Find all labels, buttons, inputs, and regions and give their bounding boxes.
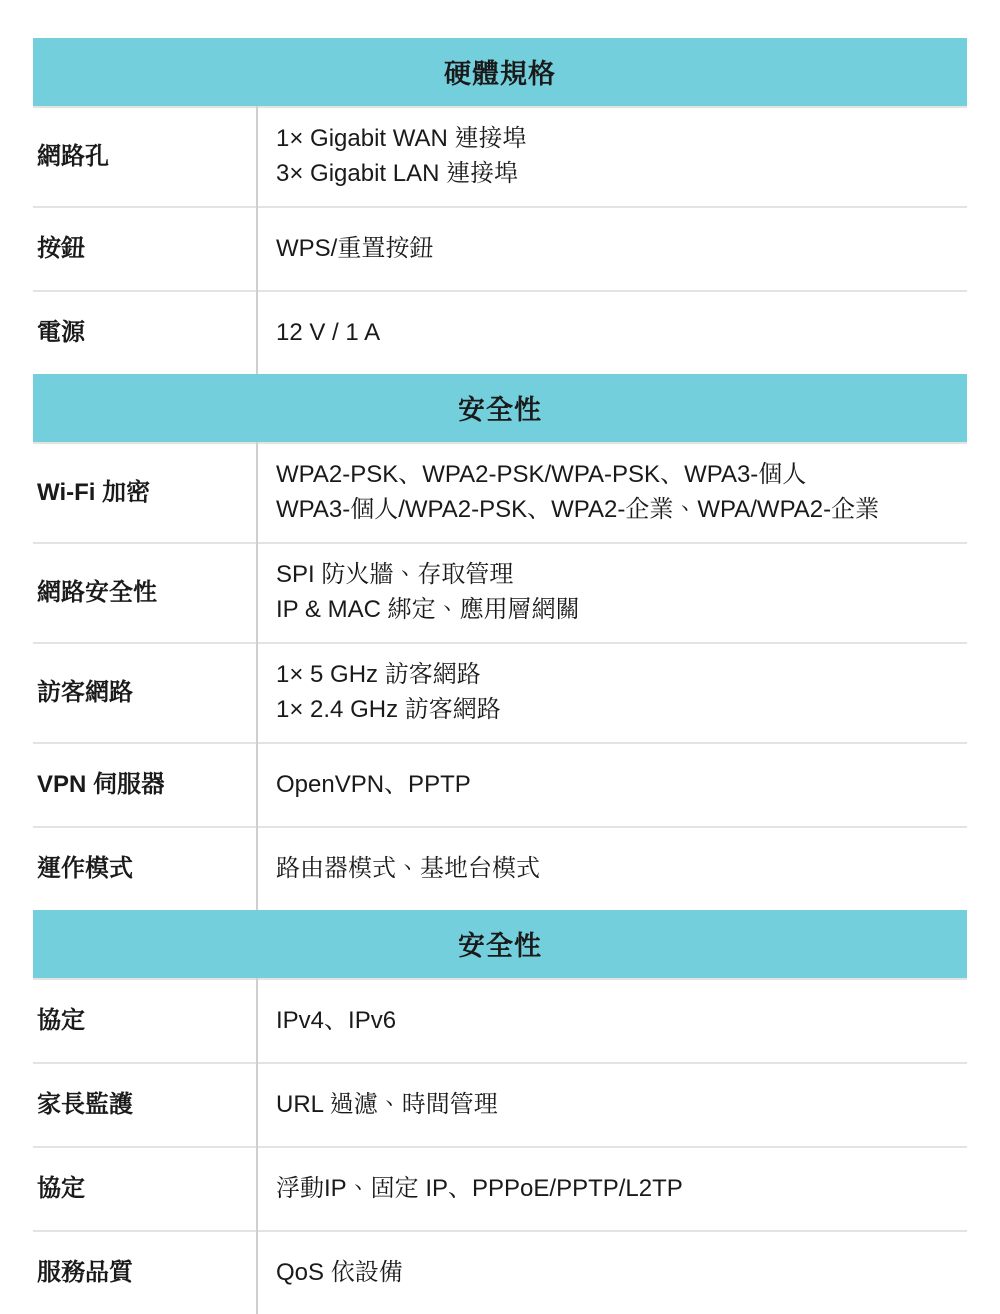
row-value <box>257 443 967 543</box>
table-row <box>33 643 967 743</box>
table-row <box>33 1147 967 1231</box>
section-title: 安全性 <box>33 374 967 443</box>
row-value <box>257 1147 967 1231</box>
table-row <box>33 443 967 543</box>
table-row <box>33 1231 967 1314</box>
value-line: OpenVPN、PPTP <box>276 770 471 798</box>
section-header-row <box>33 374 967 443</box>
table-row <box>33 291 967 374</box>
row-label: VPN 伺服器 <box>33 743 257 827</box>
specification-table <box>33 38 967 1314</box>
value-line: 1× 2.4 GHz 訪客網路 <box>276 696 501 723</box>
row-value <box>257 1063 967 1147</box>
row-value <box>257 107 967 207</box>
value-line: URL 過濾、時間管理 <box>276 1090 498 1118</box>
table-row <box>33 543 967 643</box>
section-title: 硬體規格 <box>33 38 967 107</box>
table-row <box>33 827 967 910</box>
table-row <box>33 979 967 1063</box>
row-label: 網路安全性 <box>33 543 257 643</box>
table-row <box>33 743 967 827</box>
row-label: 服務品質 <box>33 1231 257 1314</box>
value-line: 1× Gigabit WAN 連接埠 <box>276 125 527 153</box>
value-line: QoS 依設備 <box>276 1258 403 1286</box>
section-title: 安全性 <box>33 910 967 979</box>
section-header-row <box>33 910 967 979</box>
table-row <box>33 207 967 291</box>
row-label: 運作模式 <box>33 827 257 910</box>
value-line: WPS/重置按鈕 <box>276 234 434 262</box>
row-label: 按鈕 <box>33 207 257 291</box>
row-label: 家長監護 <box>33 1063 257 1147</box>
value-line: 浮動IP、固定 IP、PPPoE/PPTP/L2TP <box>276 1174 683 1202</box>
value-line: 3× Gigabit LAN 連接埠 <box>276 160 519 187</box>
row-label: 電源 <box>33 291 257 374</box>
table-row <box>33 107 967 207</box>
row-label: 協定 <box>33 1147 257 1231</box>
row-value <box>257 207 967 291</box>
value-line: 路由器模式、基地台模式 <box>276 854 540 882</box>
section-header-row <box>33 38 967 107</box>
row-value <box>257 827 967 910</box>
value-line: WPA3-個人/WPA2-PSK、WPA2-企業、WPA/WPA2-企業 <box>276 496 880 523</box>
row-value <box>257 291 967 374</box>
row-value <box>257 743 967 827</box>
row-label: 協定 <box>33 979 257 1063</box>
value-line: SPI 防火牆、存取管理 <box>276 561 514 589</box>
value-line: 12 V / 1 A <box>276 318 381 346</box>
row-label: Wi-Fi 加密 <box>33 443 257 543</box>
value-line: WPA2-PSK、WPA2-PSK/WPA-PSK、WPA3-個人 <box>276 461 807 489</box>
row-label: 網路孔 <box>33 107 257 207</box>
value-line: IPv4、IPv6 <box>276 1006 397 1034</box>
row-value <box>257 543 967 643</box>
row-value <box>257 1231 967 1314</box>
table-row <box>33 1063 967 1147</box>
value-line: IP & MAC 綁定、應用層網關 <box>276 596 580 623</box>
row-value <box>257 979 967 1063</box>
row-label: 訪客網路 <box>33 643 257 743</box>
row-value <box>257 643 967 743</box>
value-line: 1× 5 GHz 訪客網路 <box>276 661 481 689</box>
